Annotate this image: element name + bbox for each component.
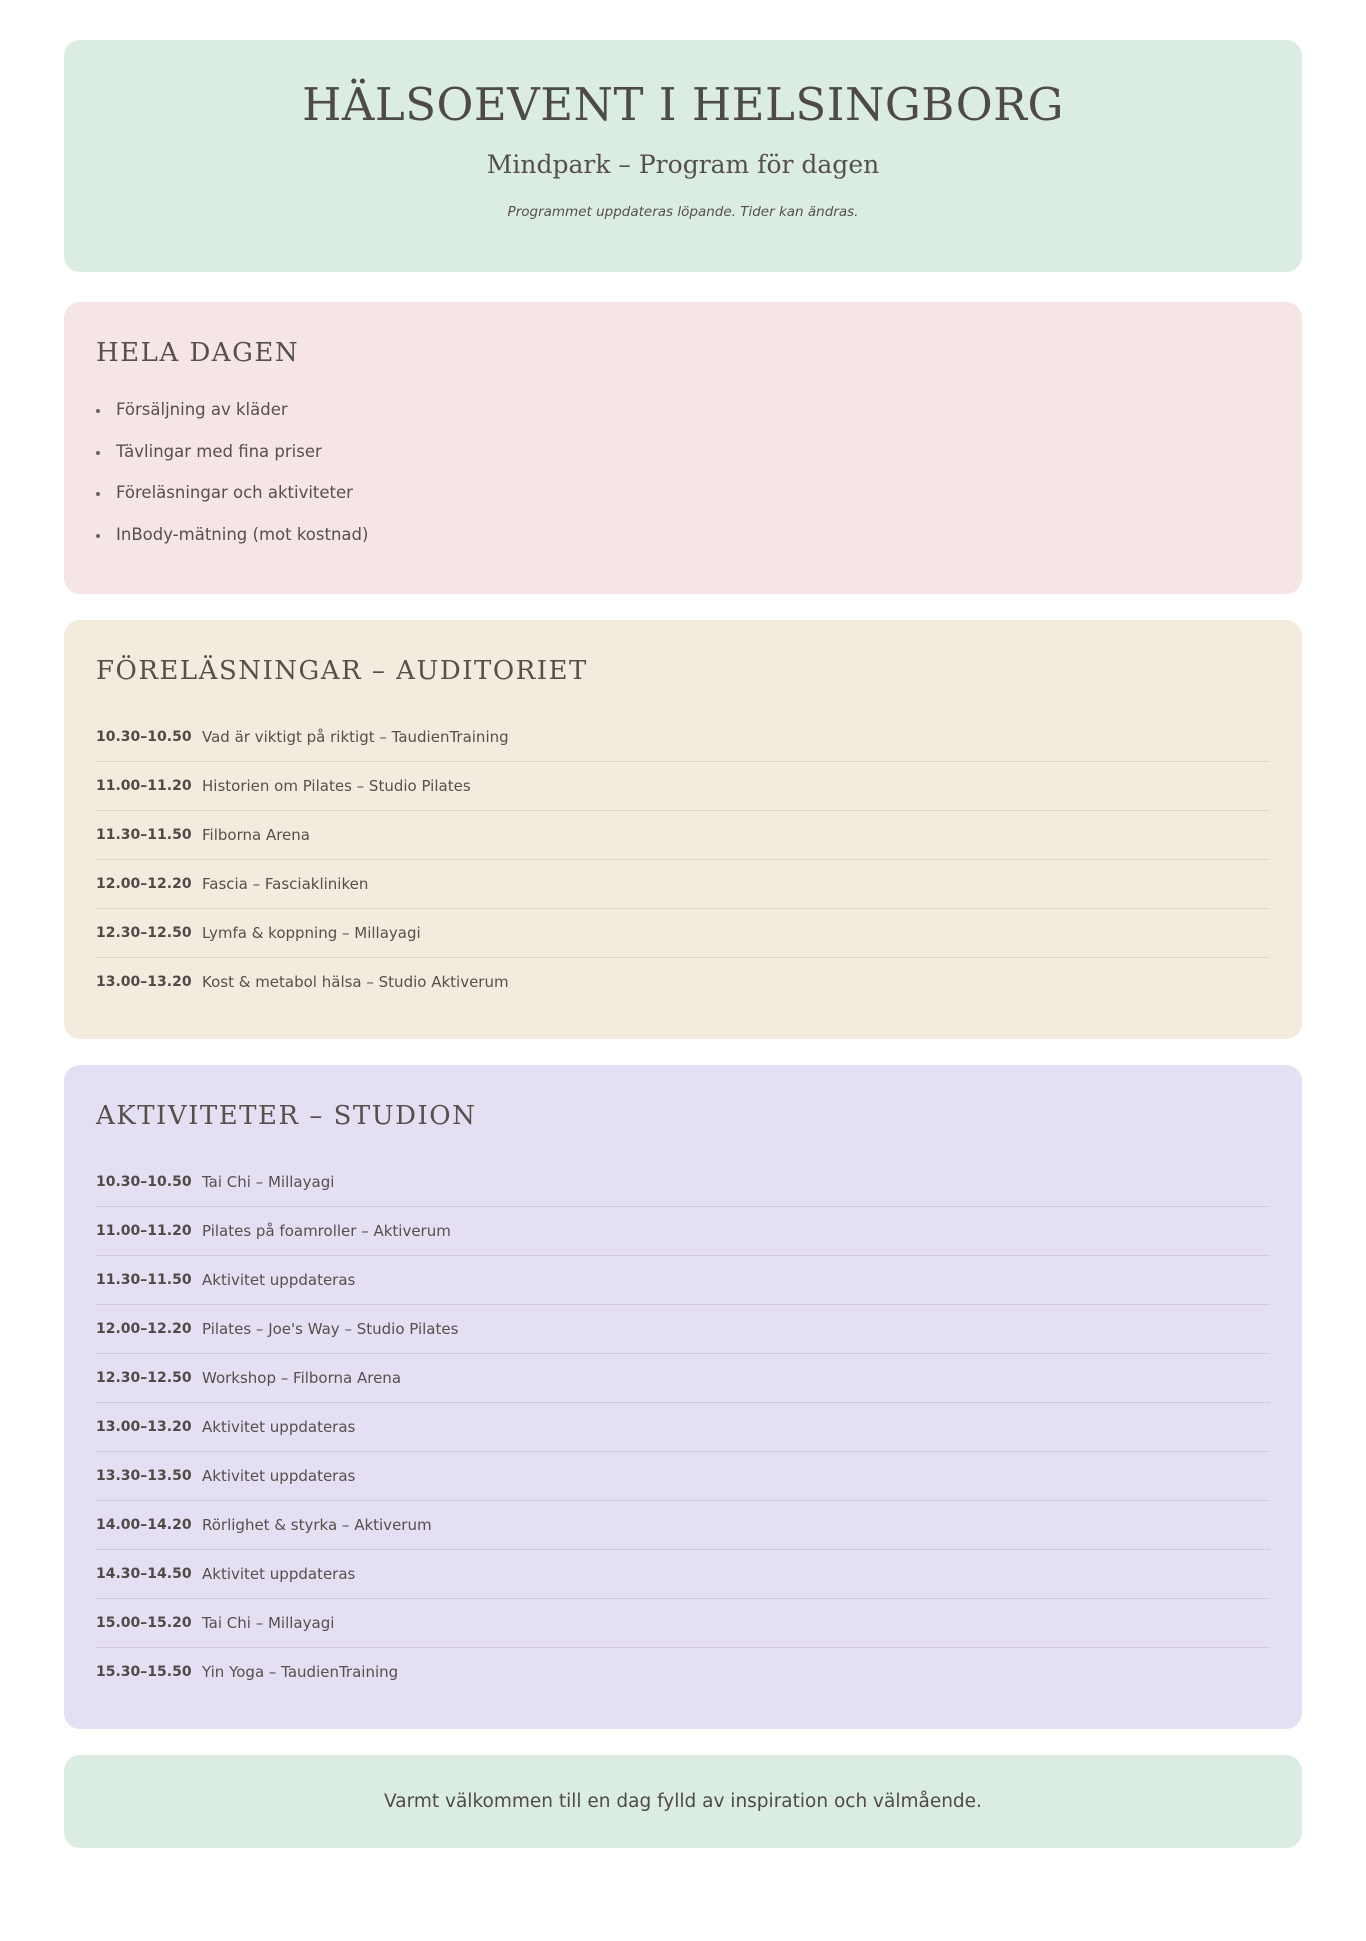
schedule-row [96,1599,1270,1648]
row-time: 13.00–13.20 [96,1419,192,1436]
row-time: 13.00–13.20 [96,974,192,991]
list-item: Tävlingar med fina priser [96,439,1270,481]
activities-title: AKTIVITETER – STUDION [96,1101,477,1131]
row-time: 14.00–14.20 [96,1517,192,1534]
lectures-card [64,620,1302,1039]
row-title: Rörlighet & styrka – Aktiverum [202,1516,432,1535]
list-item: Försäljning av kläder [96,397,1270,439]
schedule-row [96,1403,1270,1452]
row-title: Yin Yoga – TaudienTraining [202,1663,399,1682]
row-time: 14.30–14.50 [96,1566,192,1583]
row-time: 12.00–12.20 [96,876,192,893]
schedule-row [96,713,1270,762]
row-title: Aktivitet uppdateras [202,1418,356,1437]
list-item: Föreläsningar och aktiviteter [96,480,1270,522]
schedule-row [96,1354,1270,1403]
schedule-row [96,1550,1270,1599]
row-title: Historien om Pilates – Studio Pilates [202,777,471,796]
schedule-row [96,1648,1270,1696]
row-title: Aktivitet uppdateras [202,1565,356,1584]
schedule-row [96,1501,1270,1550]
lectures-schedule [96,713,1270,1006]
row-time: 11.30–11.50 [96,827,192,844]
program-page [64,40,1302,1874]
row-title: Workshop – Filborna Arena [202,1369,402,1388]
row-time: 10.30–10.50 [96,1174,192,1191]
row-title: Lymfa & koppning – Millayagi [202,924,421,943]
welcome-text: Varmt välkommen till en dag fylld av inspiration och välmående. [384,1791,982,1812]
row-time: 12.30–12.50 [96,1370,192,1387]
schedule-row [96,958,1270,1006]
schedule-row [96,860,1270,909]
activities-card [64,1065,1302,1729]
all-day-list [96,397,1270,563]
row-time: 12.30–12.50 [96,925,192,942]
page-title: HÄLSOEVENT I HELSINGBORG [302,78,1064,131]
schedule-row [96,762,1270,811]
row-time: 15.00–15.20 [96,1615,192,1632]
row-title: Fascia – Fasciakliniken [202,875,369,894]
row-title: Vad är viktigt på riktigt – TaudienTraining [202,728,509,747]
header-card [64,40,1302,272]
all-day-title: HELA DAGEN [96,338,300,368]
all-day-card [64,302,1302,594]
row-title: Kost & metabol hälsa – Studio Aktiverum [202,973,509,992]
update-note: Programmet uppdateras löpande. Tider kan ändras. [507,204,859,220]
row-time: 11.00–11.20 [96,778,192,795]
row-title: Tai Chi – Millayagi [202,1173,335,1192]
page-subtitle: Mindpark – Program för dagen [486,150,880,179]
footer-card [64,1755,1302,1848]
schedule-row [96,811,1270,860]
row-title: Tai Chi – Millayagi [202,1614,335,1633]
row-title: Filborna Arena [202,826,310,845]
list-item: InBody-mätning (mot kostnad) [96,522,1270,564]
schedule-row [96,1158,1270,1207]
activities-schedule [96,1158,1270,1696]
row-time: 13.30–13.50 [96,1468,192,1485]
row-title: Pilates på foamroller – Aktiverum [202,1222,451,1241]
row-time: 12.00–12.20 [96,1321,192,1338]
row-title: Pilates – Joe's Way – Studio Pilates [202,1320,459,1339]
schedule-row [96,909,1270,958]
row-title: Aktivitet uppdateras [202,1467,356,1486]
row-title: Aktivitet uppdateras [202,1271,356,1290]
row-time: 10.30–10.50 [96,729,192,746]
schedule-row [96,1256,1270,1305]
row-time: 11.30–11.50 [96,1272,192,1289]
row-time: 15.30–15.50 [96,1664,192,1681]
schedule-row [96,1207,1270,1256]
lectures-title: FÖRELÄSNINGAR – AUDITORIET [96,656,588,686]
row-time: 11.00–11.20 [96,1223,192,1240]
schedule-row [96,1452,1270,1501]
schedule-row [96,1305,1270,1354]
